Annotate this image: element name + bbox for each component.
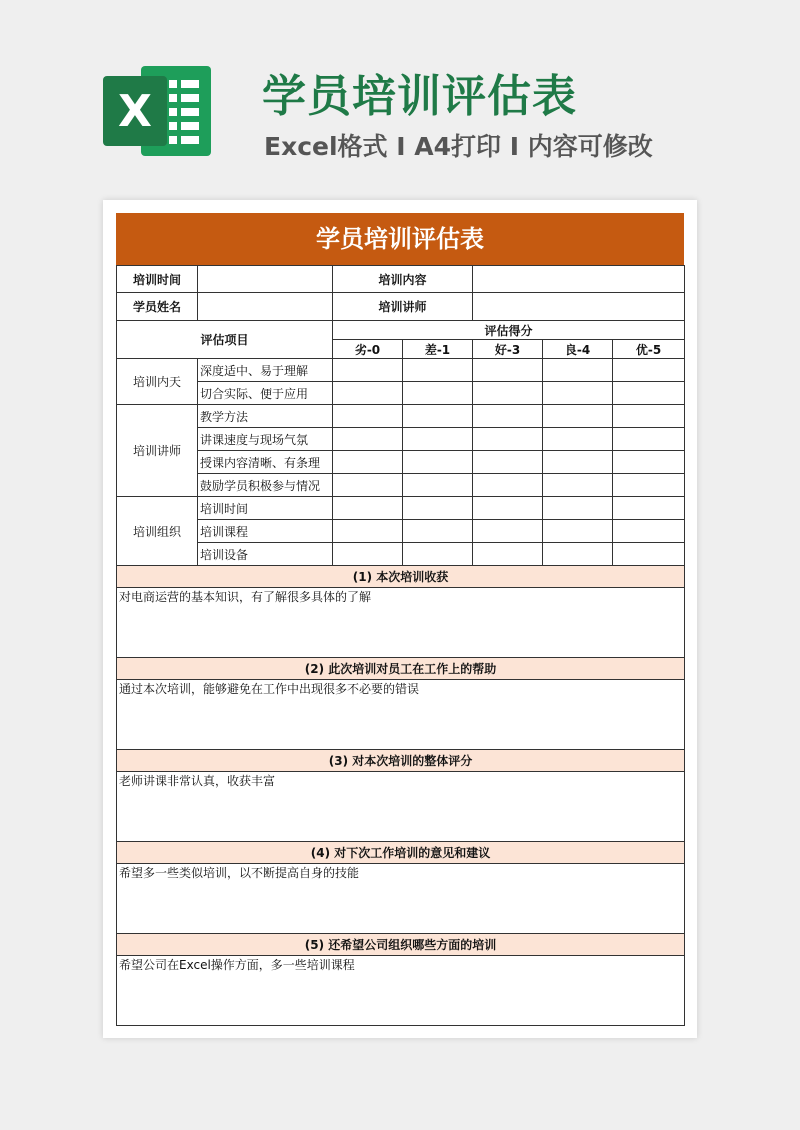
content-value-cell[interactable] bbox=[473, 266, 685, 293]
score-cell[interactable] bbox=[403, 474, 473, 497]
lecturer-value-cell[interactable] bbox=[473, 293, 685, 321]
table-row bbox=[117, 428, 685, 451]
lecturer-label: 培训讲师 bbox=[333, 293, 473, 321]
eval-item: 培训课程 bbox=[198, 520, 333, 543]
section-answer-row bbox=[117, 680, 685, 750]
score-cell[interactable] bbox=[333, 359, 403, 382]
score-cell[interactable] bbox=[613, 382, 685, 405]
score-cell[interactable] bbox=[333, 382, 403, 405]
score-cell[interactable] bbox=[613, 543, 685, 566]
score-cell[interactable] bbox=[473, 359, 543, 382]
time-value-cell[interactable] bbox=[198, 266, 333, 293]
section-answer[interactable]: 老师讲课非常认真，收获丰富 bbox=[117, 772, 685, 842]
section-header-row bbox=[117, 566, 685, 588]
section-answer[interactable]: 希望公司在Excel操作方面，多一些培训课程 bbox=[117, 956, 685, 1026]
logo-letter: X bbox=[118, 86, 152, 137]
score-cell[interactable] bbox=[613, 405, 685, 428]
table-row bbox=[117, 359, 685, 382]
score-cell[interactable] bbox=[613, 520, 685, 543]
score-cell[interactable] bbox=[543, 543, 613, 566]
score-cell[interactable] bbox=[403, 405, 473, 428]
score-cell[interactable] bbox=[543, 359, 613, 382]
page-subtitle: Excel格式 I A4打印 I 内容可修改 bbox=[264, 132, 653, 161]
group-name: 培训组织 bbox=[117, 497, 198, 566]
score-level: 良-4 bbox=[543, 340, 613, 359]
group-name: 培训内天 bbox=[117, 359, 198, 405]
time-label: 培训时间 bbox=[117, 266, 198, 293]
content-label: 培训内容 bbox=[333, 266, 473, 293]
table-row bbox=[117, 474, 685, 497]
score-cell[interactable] bbox=[333, 520, 403, 543]
score-cell[interactable] bbox=[473, 405, 543, 428]
eval-item: 教学方法 bbox=[198, 405, 333, 428]
eval-item: 授课内容清晰、有条理 bbox=[198, 451, 333, 474]
section-answer[interactable]: 对电商运营的基本知识，有了解很多具体的了解 bbox=[117, 588, 685, 658]
table-row bbox=[117, 497, 685, 520]
table-row bbox=[117, 266, 685, 293]
table-row bbox=[117, 543, 685, 566]
eval-item-label: 评估项目 bbox=[117, 321, 333, 359]
score-cell[interactable] bbox=[473, 428, 543, 451]
eval-item: 讲课速度与现场气氛 bbox=[198, 428, 333, 451]
score-cell[interactable] bbox=[543, 497, 613, 520]
name-value-cell[interactable] bbox=[198, 293, 333, 321]
score-cell[interactable] bbox=[403, 543, 473, 566]
eval-item: 切合实际、便于应用 bbox=[198, 382, 333, 405]
section-title: (5) 还希望公司组织哪些方面的培训 bbox=[117, 934, 685, 956]
form-sheet bbox=[103, 200, 697, 1038]
score-cell[interactable] bbox=[403, 359, 473, 382]
evaluation-table bbox=[116, 265, 685, 1026]
score-cell[interactable] bbox=[403, 382, 473, 405]
group-name: 培训讲师 bbox=[117, 405, 198, 497]
score-cell[interactable] bbox=[333, 543, 403, 566]
score-cell[interactable] bbox=[333, 474, 403, 497]
score-cell[interactable] bbox=[613, 451, 685, 474]
section-header-row bbox=[117, 750, 685, 772]
eval-item: 鼓励学员积极参与情况 bbox=[198, 474, 333, 497]
score-cell[interactable] bbox=[543, 428, 613, 451]
eval-item: 培训时间 bbox=[198, 497, 333, 520]
section-title: (1) 本次培训收获 bbox=[117, 566, 685, 588]
excel-logo-icon bbox=[103, 62, 215, 160]
score-level: 优-5 bbox=[613, 340, 685, 359]
table-row bbox=[117, 451, 685, 474]
eval-item: 培训设备 bbox=[198, 543, 333, 566]
score-cell[interactable] bbox=[543, 474, 613, 497]
score-cell[interactable] bbox=[543, 382, 613, 405]
table-row bbox=[117, 321, 685, 340]
section-answer-row bbox=[117, 772, 685, 842]
section-answer-row bbox=[117, 956, 685, 1026]
table-row bbox=[117, 382, 685, 405]
score-cell[interactable] bbox=[473, 520, 543, 543]
table-row bbox=[117, 520, 685, 543]
score-label: 评估得分 bbox=[333, 321, 685, 340]
score-cell[interactable] bbox=[333, 497, 403, 520]
score-cell[interactable] bbox=[613, 474, 685, 497]
score-cell[interactable] bbox=[543, 405, 613, 428]
section-answer[interactable]: 希望多一些类似培训，以不断提高自身的技能 bbox=[117, 864, 685, 934]
score-cell[interactable] bbox=[613, 497, 685, 520]
score-cell[interactable] bbox=[473, 543, 543, 566]
name-label: 学员姓名 bbox=[117, 293, 198, 321]
score-cell[interactable] bbox=[473, 382, 543, 405]
section-title: (2) 此次培训对员工在工作上的帮助 bbox=[117, 658, 685, 680]
score-level: 劣-0 bbox=[333, 340, 403, 359]
eval-item: 深度适中、易于理解 bbox=[198, 359, 333, 382]
score-cell[interactable] bbox=[613, 359, 685, 382]
table-row bbox=[117, 405, 685, 428]
score-cell[interactable] bbox=[403, 520, 473, 543]
form-banner: 学员培训评估表 bbox=[116, 213, 684, 265]
section-header-row bbox=[117, 658, 685, 680]
score-cell[interactable] bbox=[333, 451, 403, 474]
score-cell[interactable] bbox=[333, 405, 403, 428]
table-row bbox=[117, 293, 685, 321]
section-answer-row bbox=[117, 588, 685, 658]
score-level: 差-1 bbox=[403, 340, 473, 359]
header bbox=[0, 0, 800, 190]
section-answer[interactable]: 通过本次培训，能够避免在工作中出现很多不必要的错误 bbox=[117, 680, 685, 750]
section-title: (4) 对下次工作培训的意见和建议 bbox=[117, 842, 685, 864]
score-cell[interactable] bbox=[403, 428, 473, 451]
score-level: 好-3 bbox=[473, 340, 543, 359]
section-header-row bbox=[117, 934, 685, 956]
page-title: 学员培训评估表 bbox=[262, 71, 577, 122]
score-cell[interactable] bbox=[473, 474, 543, 497]
score-cell[interactable] bbox=[403, 497, 473, 520]
score-cell[interactable] bbox=[473, 497, 543, 520]
section-header-row bbox=[117, 842, 685, 864]
section-title: (3) 对本次培训的整体评分 bbox=[117, 750, 685, 772]
score-cell[interactable] bbox=[613, 428, 685, 451]
score-cell[interactable] bbox=[333, 428, 403, 451]
score-cell[interactable] bbox=[403, 451, 473, 474]
section-answer-row bbox=[117, 864, 685, 934]
score-cell[interactable] bbox=[473, 451, 543, 474]
score-cell[interactable] bbox=[543, 520, 613, 543]
score-cell[interactable] bbox=[543, 451, 613, 474]
